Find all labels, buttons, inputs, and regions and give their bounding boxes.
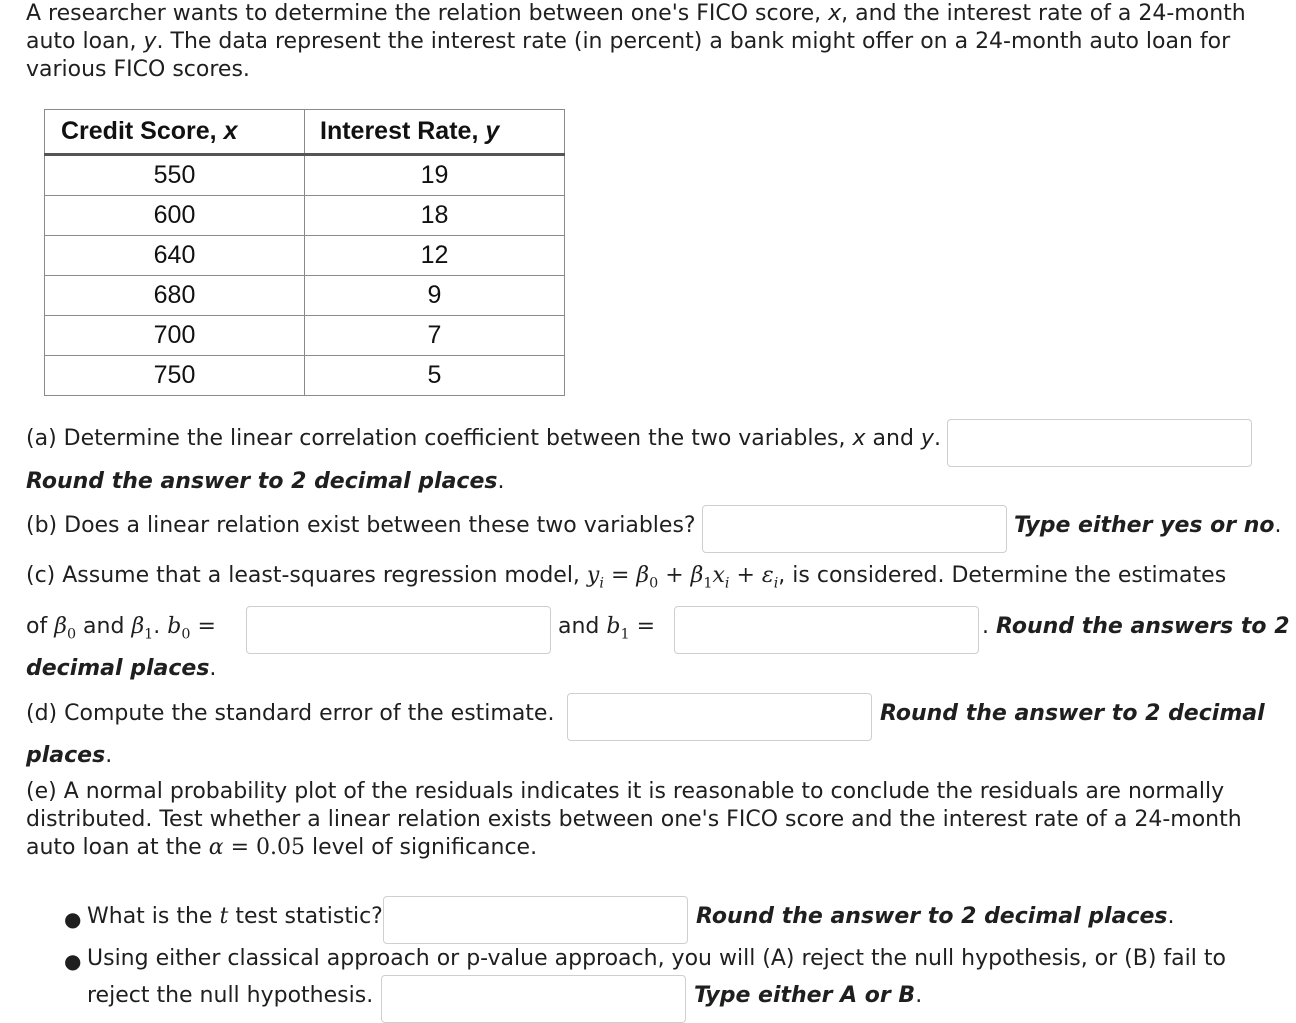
hypothesis-question-line1: Using either classical approach or p-value approach, you will (A) reject the null hypothesis, or (B) fail to	[87, 946, 1226, 971]
hypothesis-question-line2: reject the null hypothesis.	[87, 983, 374, 1008]
table-row	[45, 155, 565, 196]
question-c-text: (c) Assume that a least-squares regression model, $y_i = \beta_0 + \beta_1x_i + \varepsilon_i$, is considered. Determine the estimates	[26, 563, 1227, 592]
table-row	[45, 356, 565, 396]
bullet-icon: ●	[64, 949, 82, 973]
intro-text-1: A researcher wants to determine the relation between one's FICO score,	[26, 1, 822, 26]
linear-relation-input[interactable]	[702, 505, 1007, 553]
cell-interest-rate: 12	[305, 236, 565, 276]
hypothesis-decision-hint: Type either A or B.	[694, 983, 923, 1008]
question-c-estimates: of $\beta_0$ and $\beta_1$. $b_0$ =	[26, 614, 216, 643]
question-c-hint: . Round the answers to 2	[982, 614, 1290, 639]
cell-credit-score: 700	[45, 316, 305, 356]
problem-intro	[26, 0, 1276, 84]
question-a-text: (a) Determine the linear correlation coefficient between the two variables, x and y.	[26, 426, 941, 451]
cell-credit-score: 640	[45, 236, 305, 276]
test-statistic-question: What is the t test statistic?	[87, 904, 383, 929]
intro-text-3: . The data represent the interest rate (in percent) a bank might offer on a 24-month auto loan for various FICO scores.	[26, 29, 1231, 82]
intro-var-x: x	[828, 1, 842, 26]
b0-input[interactable]	[246, 606, 551, 654]
header-credit-score: Credit Score, x	[45, 110, 305, 155]
cell-interest-rate: 7	[305, 316, 565, 356]
bullet-icon: ●	[64, 907, 82, 931]
intro-text-2: , and the interest rate of a 24-month auto loan,	[26, 1, 1246, 54]
b1-label: and $b_1$ =	[558, 614, 656, 643]
table-header-row	[45, 110, 565, 155]
question-e-text: (e) A normal probability plot of the residuals indicates it is reasonable to conclude the residuals are normally distributed. Test whether a linear relation exists between one's FICO score and the interest rate of a 24-month auto loan at the α = 0.05 level of significance.	[26, 779, 1242, 860]
cell-credit-score: 600	[45, 196, 305, 236]
question-d-text: (d) Compute the standard error of the estimate.	[26, 701, 555, 726]
cell-credit-score: 550	[45, 155, 305, 196]
data-table	[44, 109, 565, 396]
cell-interest-rate: 19	[305, 155, 565, 196]
question-c-hint-continued: decimal places.	[26, 656, 217, 681]
table-row	[45, 236, 565, 276]
cell-interest-rate: 9	[305, 276, 565, 316]
correlation-coefficient-input[interactable]	[947, 419, 1252, 467]
header-interest-rate: Interest Rate, y	[305, 110, 565, 155]
table-row	[45, 196, 565, 236]
cell-credit-score: 680	[45, 276, 305, 316]
intro-var-y: y	[143, 29, 157, 54]
cell-interest-rate: 18	[305, 196, 565, 236]
hypothesis-decision-input[interactable]	[381, 975, 686, 1023]
table-row	[45, 276, 565, 316]
cell-interest-rate: 5	[305, 356, 565, 396]
standard-error-input[interactable]	[567, 693, 872, 741]
question-b-text: (b) Does a linear relation exist between these two variables?	[26, 513, 696, 538]
question-d-hint: Round the answer to 2 decimal	[880, 701, 1265, 726]
b1-input[interactable]	[674, 606, 979, 654]
cell-credit-score: 750	[45, 356, 305, 396]
question-b-hint: Type either yes or no.	[1014, 513, 1282, 538]
table-row	[45, 316, 565, 356]
question-d-hint-continued: places.	[26, 743, 113, 768]
test-statistic-hint: Round the answer to 2 decimal places.	[696, 904, 1175, 929]
t-statistic-input[interactable]	[383, 896, 688, 944]
question-a-hint: Round the answer to 2 decimal places.	[26, 469, 505, 494]
